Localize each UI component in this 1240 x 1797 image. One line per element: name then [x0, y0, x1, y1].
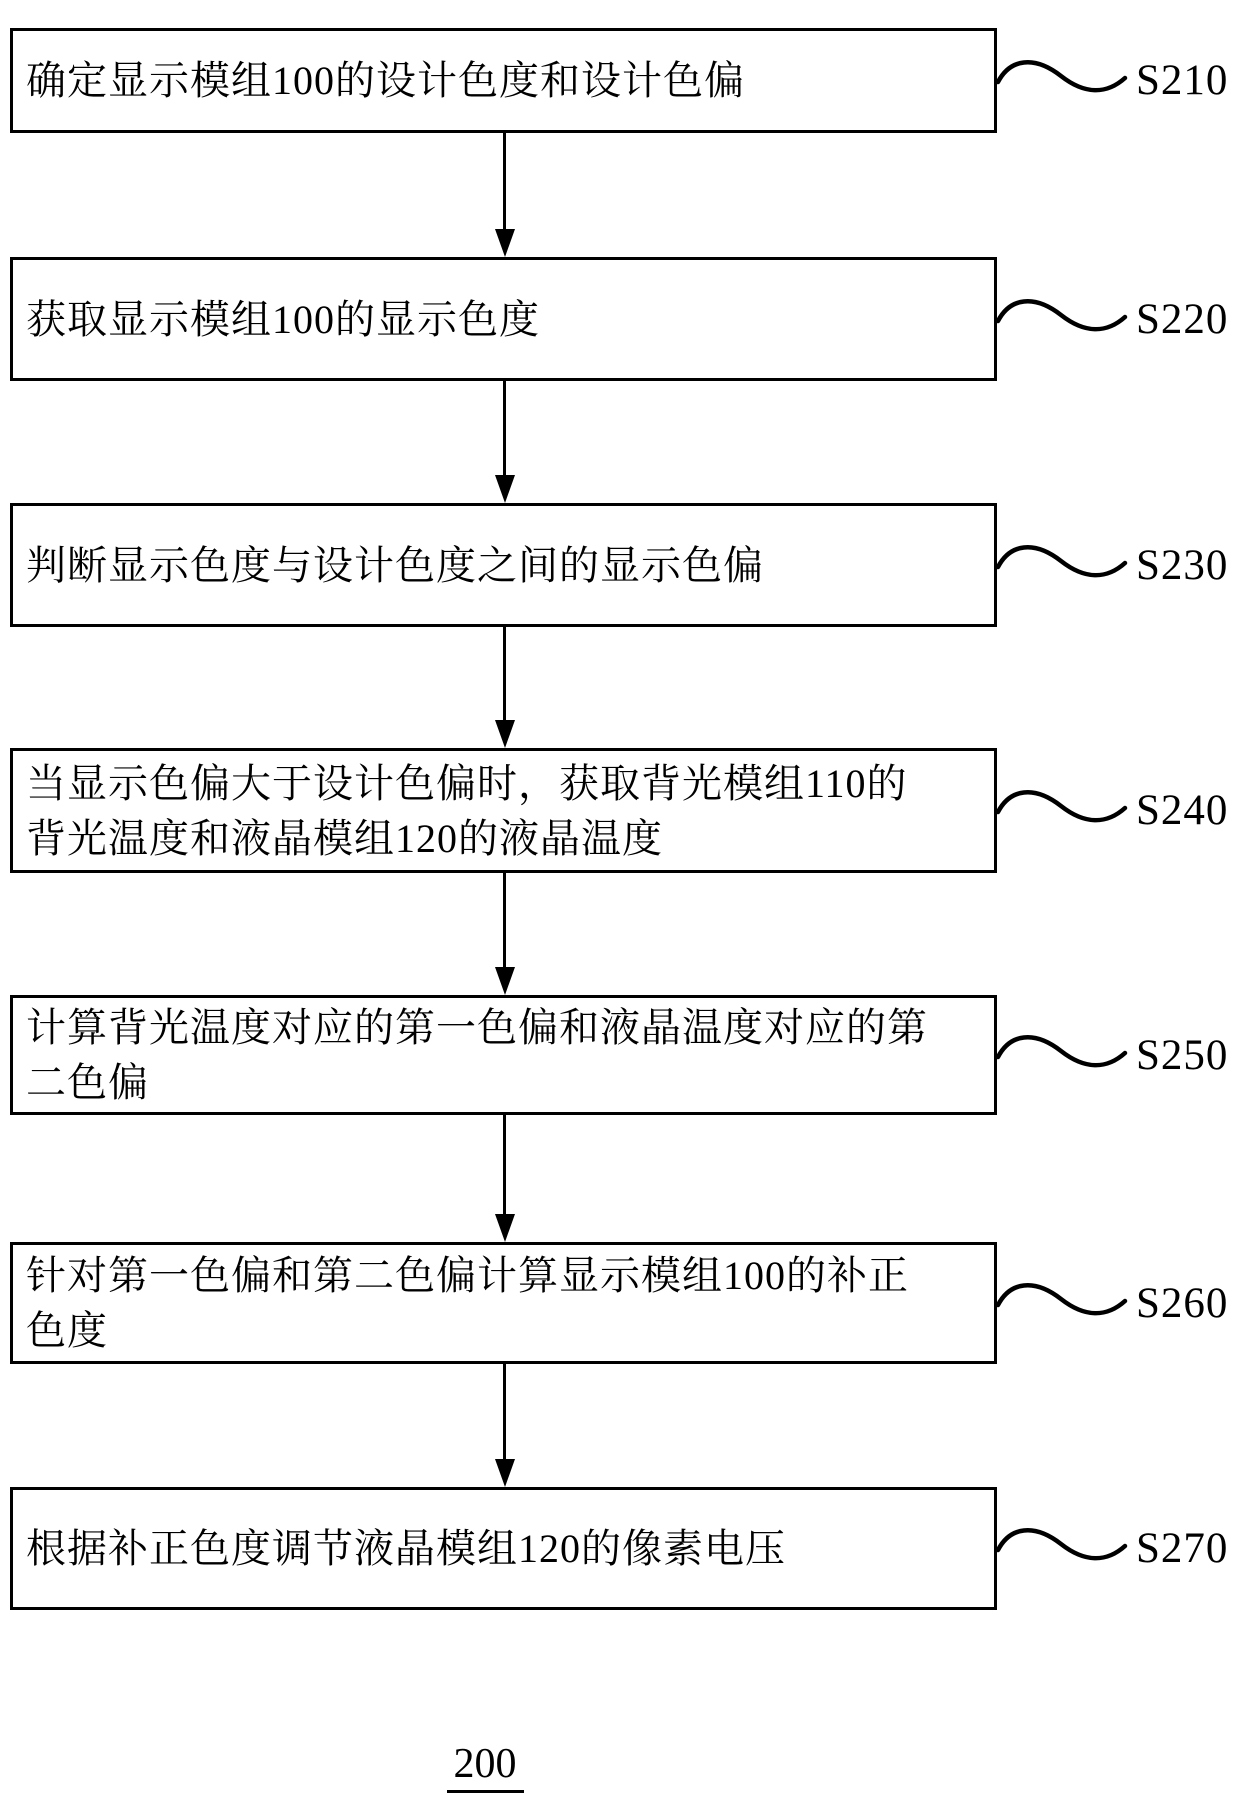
step-label-s260: S260 [1136, 1280, 1229, 1327]
flow-step-text: 获取显示模组100的显示色度 [26, 296, 540, 342]
flow-step-box-s270 [10, 1487, 997, 1610]
flow-step-box-s230 [10, 503, 997, 627]
flow-step-box-s240 [10, 748, 997, 873]
flow-step-box-s210 [10, 28, 997, 133]
flow-step-text: 根据补正色度调节液晶模组120的像素电压 [26, 1526, 786, 1571]
step-label-s210: S210 [1136, 57, 1229, 104]
step-label-s220: S220 [1136, 296, 1229, 343]
arrowhead-icon [495, 720, 515, 748]
arrow-shaft-line [503, 381, 506, 477]
wave-connector-line [996, 1520, 1129, 1572]
flow-step-text: 计算背光温度对应的第一色偏和液晶温度对应的第 二色偏 [26, 1005, 928, 1105]
wave-connector-line [996, 537, 1129, 589]
flow-arrow-down [495, 873, 515, 995]
wave-connector-line [996, 52, 1129, 104]
wave-connector-line [996, 1027, 1129, 1079]
flow-arrow-down [495, 381, 515, 503]
wave-connector-line [996, 1275, 1129, 1327]
figure-number [395, 1743, 575, 1785]
flow-step-text: 针对第一色偏和第二色偏计算显示模组100的补正 色度 [26, 1253, 909, 1353]
arrow-shaft-line [503, 133, 506, 231]
step-label-s230: S230 [1136, 542, 1229, 589]
flow-arrow-down [495, 1364, 515, 1487]
arrow-shaft-line [503, 873, 506, 969]
step-label-s270: S270 [1136, 1525, 1229, 1572]
arrow-shaft-line [503, 627, 506, 722]
wave-connector-line [996, 291, 1129, 343]
flow-arrow-down [495, 1115, 515, 1242]
arrowhead-icon [495, 1459, 515, 1487]
flow-step-box-s260 [10, 1242, 997, 1364]
flow-step-text: 判断显示色度与设计色度之间的显示色偏 [26, 542, 764, 588]
arrowhead-icon [495, 229, 515, 257]
step-label-s240: S240 [1136, 787, 1229, 834]
flow-step-box-s220 [10, 257, 997, 381]
flow-arrow-down [495, 133, 515, 257]
step-label-s250: S250 [1136, 1032, 1229, 1079]
arrow-shaft-line [503, 1364, 506, 1461]
flow-arrow-down [495, 627, 515, 748]
arrow-shaft-line [503, 1115, 506, 1216]
flow-step-text: 当显示色偏大于设计色偏时，获取背光模组110的 背光温度和液晶模组120的液晶温度 [26, 760, 908, 861]
flow-step-text: 确定显示模组100的设计色度和设计色偏 [26, 58, 745, 103]
wave-connector-line [996, 782, 1129, 834]
arrowhead-icon [495, 475, 515, 503]
arrowhead-icon [495, 1214, 515, 1242]
flow-step-box-s250 [10, 995, 997, 1115]
figure-number-text: 200 [447, 1741, 524, 1793]
arrowhead-icon [495, 967, 515, 995]
